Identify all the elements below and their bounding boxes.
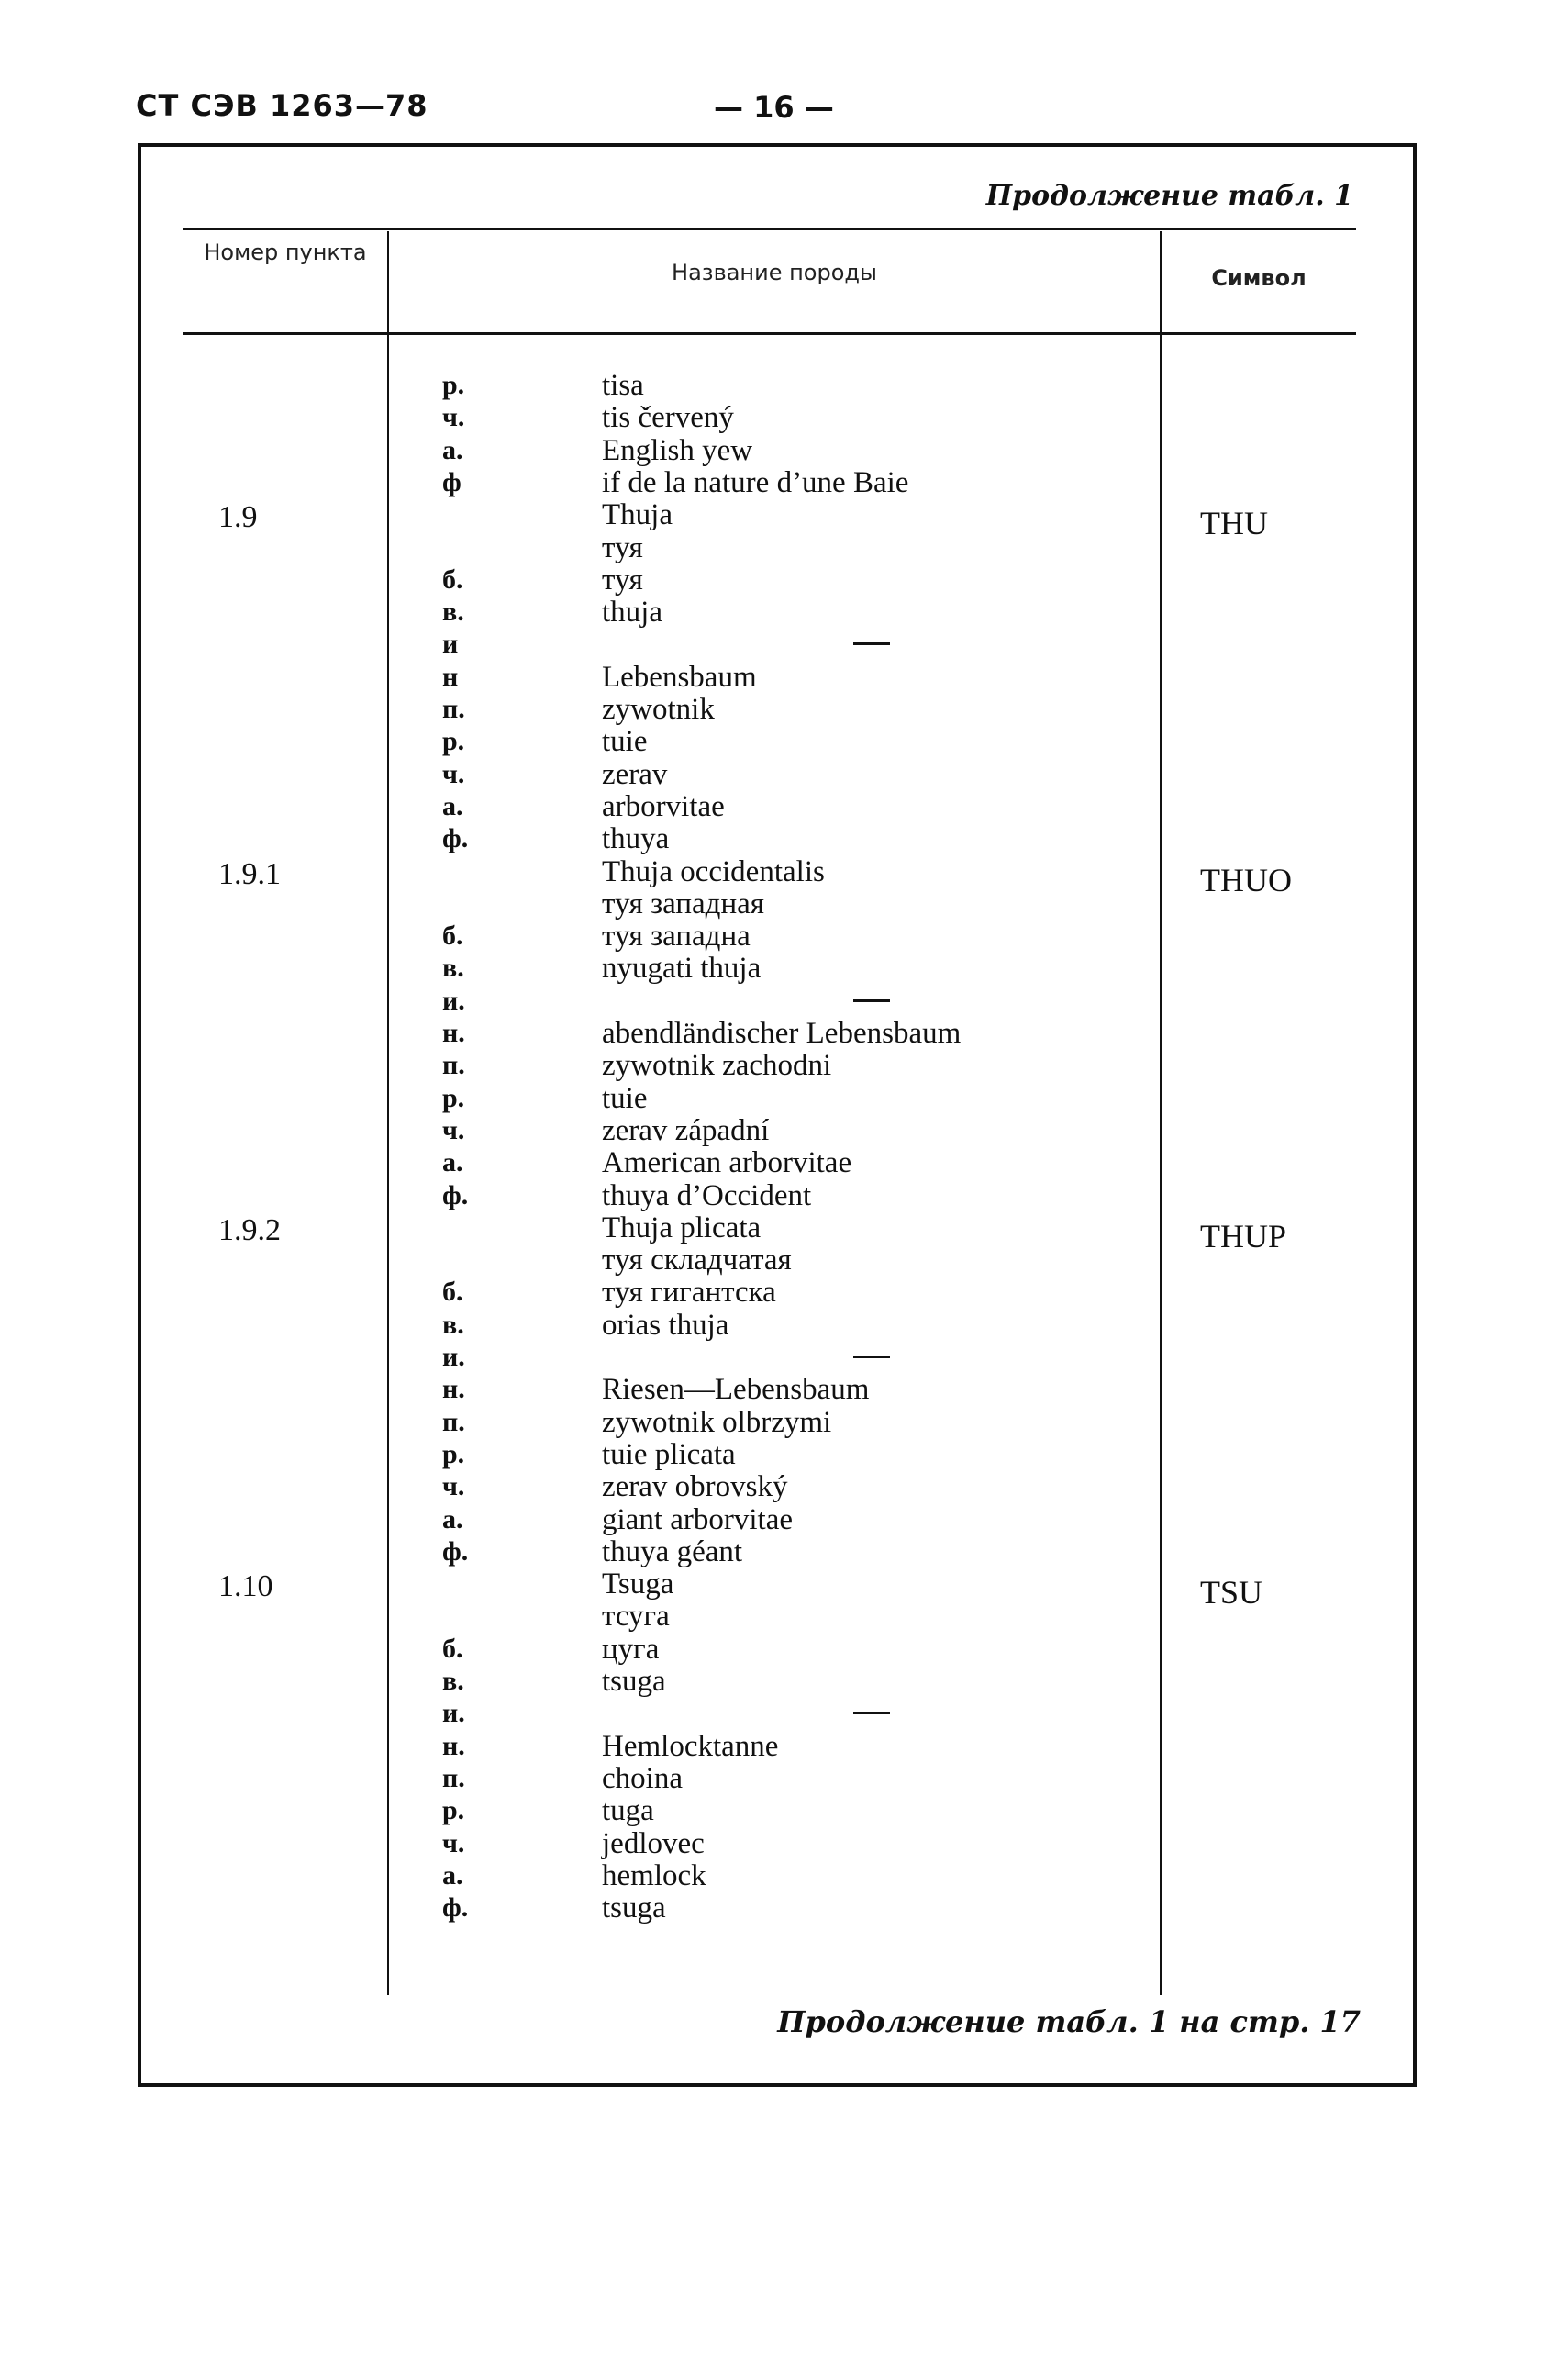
species-name: thuya géant bbox=[602, 1534, 743, 1568]
table-row bbox=[0, 985, 1568, 1018]
species-name: choina bbox=[602, 1761, 683, 1795]
table-continued-label: Продолжение табл. 1 bbox=[985, 180, 1353, 212]
language-code: б. bbox=[442, 920, 463, 952]
species-name: English yew bbox=[602, 433, 753, 467]
entry-number: 1.10 bbox=[218, 1569, 273, 1604]
entry-number: 1.9 bbox=[218, 500, 258, 535]
entry-symbol: THU bbox=[1200, 505, 1268, 542]
language-code: ч. bbox=[442, 1471, 465, 1502]
table-row bbox=[0, 1665, 1568, 1698]
table-row bbox=[0, 1762, 1568, 1795]
species-name: туя bbox=[602, 563, 643, 597]
species-name: tuie plicata bbox=[602, 1437, 736, 1471]
table-row bbox=[0, 1470, 1568, 1503]
language-code: ч. bbox=[442, 1114, 465, 1145]
language-code: и bbox=[442, 629, 459, 660]
language-code: ч. bbox=[442, 758, 465, 789]
table-row bbox=[0, 855, 1568, 888]
language-code: р. bbox=[442, 1082, 465, 1113]
table-row bbox=[0, 1244, 1568, 1277]
table-row bbox=[0, 1406, 1568, 1439]
table-row bbox=[0, 434, 1568, 467]
language-code: ф. bbox=[442, 1179, 469, 1210]
page-number: — 16 — bbox=[714, 90, 834, 125]
table-row bbox=[0, 1017, 1568, 1050]
document-id: СТ СЭВ 1263—78 bbox=[136, 88, 428, 123]
species-name: arborvitae bbox=[602, 789, 725, 823]
species-name: tsuga bbox=[602, 1891, 666, 1925]
language-code: ч. bbox=[442, 402, 465, 433]
table-row bbox=[0, 1859, 1568, 1892]
species-name: orias thuja bbox=[602, 1308, 729, 1342]
species-name: giant arborvitae bbox=[602, 1502, 793, 1536]
species-name: tsuga bbox=[602, 1665, 666, 1698]
language-code: н. bbox=[442, 1018, 465, 1048]
entry-symbol: TSU bbox=[1200, 1574, 1263, 1612]
species-name: thuya bbox=[602, 822, 670, 856]
species-name: zerav bbox=[602, 757, 668, 791]
species-name: tisa bbox=[602, 369, 644, 402]
language-code: п. bbox=[442, 694, 465, 724]
language-code: б. bbox=[442, 563, 463, 595]
species-name: thuja bbox=[602, 596, 662, 630]
language-code: р. bbox=[442, 1438, 465, 1469]
table-row bbox=[0, 1276, 1568, 1309]
species-name: туя гигантска bbox=[602, 1276, 776, 1310]
frame-top-border bbox=[138, 143, 1417, 147]
language-code: н. bbox=[442, 1730, 465, 1761]
table-row bbox=[0, 628, 1568, 661]
table-row bbox=[0, 498, 1568, 531]
entry-symbol: THUP bbox=[1200, 1217, 1287, 1255]
no-name-dash bbox=[853, 1356, 890, 1358]
column-header-number: Номер пункта bbox=[204, 240, 367, 265]
species-name: Thuja plicata bbox=[602, 1210, 762, 1244]
language-code: а. bbox=[442, 1859, 463, 1891]
language-code: п. bbox=[442, 1762, 465, 1793]
language-code: и. bbox=[442, 985, 465, 1016]
language-code: и. bbox=[442, 1342, 465, 1372]
species-name: if de la nature d’une Baie bbox=[602, 465, 909, 499]
language-code: в. bbox=[442, 1666, 464, 1696]
frame-bottom-border bbox=[138, 2083, 1417, 2087]
species-name: American arborvitae bbox=[602, 1146, 852, 1180]
table-row bbox=[0, 1146, 1568, 1179]
species-name: abendländischer Lebensbaum bbox=[602, 1017, 962, 1050]
language-code: и. bbox=[442, 1698, 465, 1729]
table-row bbox=[0, 563, 1568, 597]
language-code: ф. bbox=[442, 823, 469, 854]
species-name: thuya d’Occident bbox=[602, 1178, 812, 1212]
table-row bbox=[0, 1891, 1568, 1924]
species-name: tuie bbox=[602, 725, 648, 759]
species-name: Thuja occidentalis bbox=[602, 854, 825, 888]
table-row bbox=[0, 369, 1568, 402]
table-row bbox=[0, 725, 1568, 758]
species-name: Thuja bbox=[602, 498, 673, 532]
language-code: р. bbox=[442, 1795, 465, 1826]
no-name-dash bbox=[853, 1712, 890, 1714]
species-name: zywotnik bbox=[602, 693, 715, 726]
species-name: Tsuga bbox=[602, 1567, 674, 1601]
language-code: ф. bbox=[442, 1892, 469, 1924]
species-name: Hemlocktanne bbox=[602, 1729, 779, 1763]
table-row bbox=[0, 661, 1568, 694]
species-name: zerav západní bbox=[602, 1113, 770, 1147]
language-code: ф. bbox=[442, 1535, 469, 1567]
language-code: ч. bbox=[442, 1827, 465, 1858]
species-name: tuie bbox=[602, 1081, 648, 1115]
table-row bbox=[0, 1730, 1568, 1763]
table-row bbox=[0, 952, 1568, 985]
language-code: в. bbox=[442, 597, 464, 628]
table-row bbox=[0, 401, 1568, 434]
table-continued-footer: Продолжение табл. 1 на стр. 17 bbox=[777, 2004, 1361, 2039]
species-name: zywotnik zachodni bbox=[602, 1049, 832, 1083]
table-row bbox=[0, 1633, 1568, 1666]
species-name: nyugati thuja bbox=[602, 952, 762, 986]
species-name: туя bbox=[602, 530, 643, 564]
language-code: а. bbox=[442, 1147, 463, 1178]
language-code: п. bbox=[442, 1406, 465, 1437]
language-code: б. bbox=[442, 1633, 463, 1664]
table-row bbox=[0, 1697, 1568, 1730]
language-code: а. bbox=[442, 790, 463, 821]
language-code: ф bbox=[442, 466, 462, 497]
table-row bbox=[0, 1373, 1568, 1406]
table-row bbox=[0, 1114, 1568, 1147]
language-code: н bbox=[442, 661, 459, 692]
species-name: цуга bbox=[602, 1632, 660, 1666]
species-name: туя складчатая bbox=[602, 1244, 792, 1277]
species-name: tis červený bbox=[602, 401, 734, 435]
column-header-name: Название породы bbox=[672, 260, 877, 285]
table-row bbox=[0, 693, 1568, 726]
table-row bbox=[0, 887, 1568, 920]
table-row bbox=[0, 1082, 1568, 1115]
table-row bbox=[0, 822, 1568, 855]
species-name: jedlovec bbox=[602, 1826, 705, 1860]
species-name: Lebensbaum bbox=[602, 660, 757, 694]
species-name: zerav obrovský bbox=[602, 1470, 788, 1504]
language-code: р. bbox=[442, 726, 465, 757]
species-name: туя западна bbox=[602, 920, 751, 954]
species-name: тсуга bbox=[602, 1600, 670, 1634]
no-name-dash bbox=[853, 999, 890, 1002]
table-row bbox=[0, 1567, 1568, 1601]
language-code: п. bbox=[442, 1050, 465, 1081]
table-row bbox=[0, 1438, 1568, 1471]
language-code: а. bbox=[442, 1503, 463, 1534]
species-name: Riesen—Lebensbaum bbox=[602, 1373, 870, 1407]
column-header-symbol: Символ bbox=[1211, 265, 1307, 291]
table-row bbox=[0, 466, 1568, 499]
species-name: hemlock bbox=[602, 1858, 706, 1892]
entry-symbol: THUO bbox=[1200, 861, 1292, 898]
language-code: а. bbox=[442, 434, 463, 465]
table-row bbox=[0, 1794, 1568, 1827]
language-code: р. bbox=[442, 370, 465, 400]
entry-number: 1.9.1 bbox=[218, 856, 281, 891]
entry-number: 1.9.2 bbox=[218, 1212, 281, 1247]
table-row bbox=[0, 1503, 1568, 1536]
table-row bbox=[0, 1049, 1568, 1082]
no-name-dash bbox=[853, 642, 890, 645]
table-row bbox=[0, 1600, 1568, 1633]
table-header-top-rule bbox=[183, 228, 1356, 230]
table-row bbox=[0, 790, 1568, 823]
language-code: н. bbox=[442, 1374, 465, 1405]
table-row bbox=[0, 920, 1568, 953]
table-row bbox=[0, 758, 1568, 791]
species-name: tuga bbox=[602, 1794, 654, 1828]
table-row bbox=[0, 1341, 1568, 1374]
table-row bbox=[0, 1827, 1568, 1860]
language-code: в. bbox=[442, 1309, 464, 1340]
table-row bbox=[0, 1211, 1568, 1244]
language-code: б. bbox=[442, 1277, 463, 1308]
table-row bbox=[0, 1535, 1568, 1568]
species-name: zywotnik olbrzymi bbox=[602, 1405, 832, 1439]
table-header-bottom-rule bbox=[183, 332, 1356, 335]
language-code: в. bbox=[442, 953, 464, 984]
table-row bbox=[0, 531, 1568, 564]
table-row bbox=[0, 1309, 1568, 1342]
table-row bbox=[0, 1179, 1568, 1212]
table-row bbox=[0, 596, 1568, 629]
species-name: туя западная bbox=[602, 887, 764, 920]
